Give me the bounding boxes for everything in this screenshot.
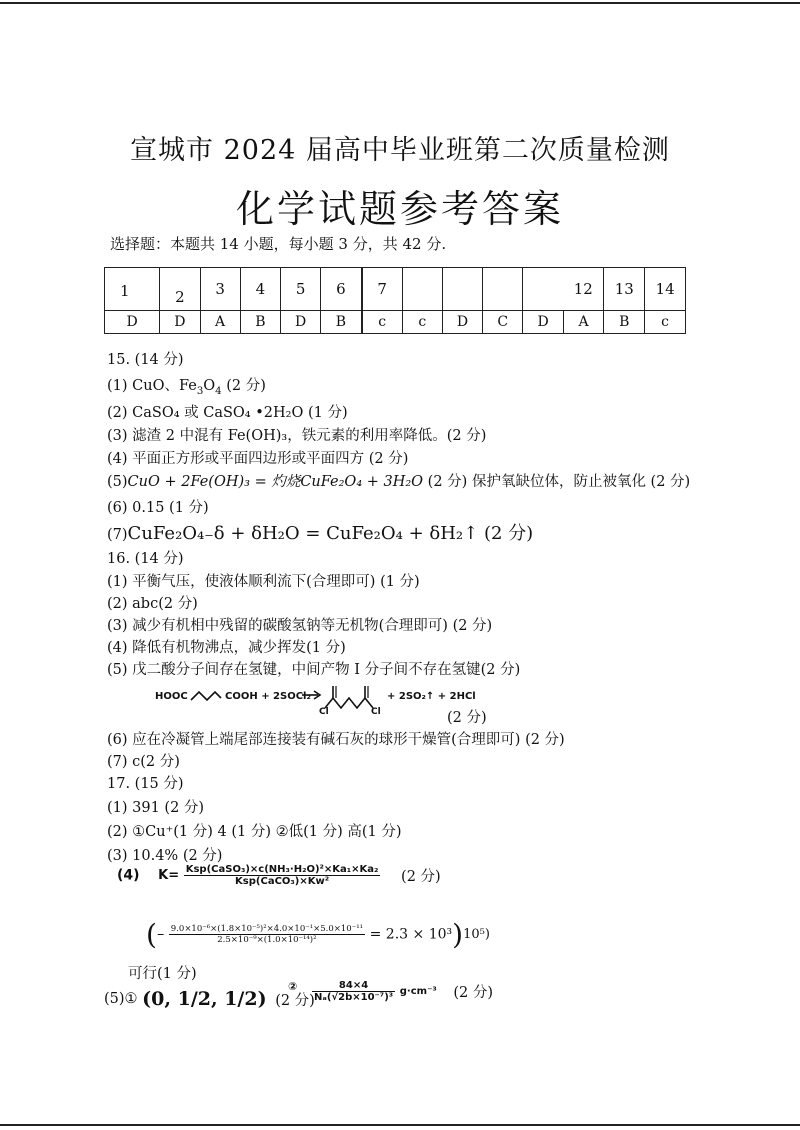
q15-answer-6: (6) 0.15 (1 分) [107,500,209,516]
q17-k-denominator: Ksp(CaCO₃)×Kw² [235,876,330,887]
reaction-reactant-left: HOOC [155,691,188,702]
q17-answer-1: (1) 391 (2 分) [107,800,205,816]
question-number: 5 [280,268,320,311]
calc-tail: 10⁵) [463,927,490,942]
q16-answer-4: (4) 降低有机物沸点，减少挥发(1 分) [107,640,346,656]
q17-header: 17. (15 分) [107,776,184,792]
q16-answer-2: (2) abc(2 分) [107,596,198,612]
answer-cell: D [442,311,482,334]
q17-answer-5-label: (5)① [104,991,138,1007]
glutaric-chain-icon [189,688,223,706]
q15-answer-1 [107,374,266,397]
q15-answer-1-sub: 3 [196,385,204,397]
q17-answer-4-label: (4) [117,867,140,884]
question-number: 6 [321,268,362,311]
q16-header: 16. (14 分) [107,551,184,567]
top-border [0,2,800,4]
q15-answer-5-label: (5) [107,474,128,490]
reaction-reactant-right: COOH + 2SOCl₂ [225,691,311,702]
q17-answer-5-score: (2 分) [275,992,315,1009]
answer-cell: D [280,311,320,334]
answer-cell: A [563,311,604,334]
calc-fraction [169,924,365,945]
q16-reaction-scheme [155,682,635,722]
question-number: 3 [200,268,240,311]
q17-k-symbol: K= [158,868,180,883]
calc-result: = 2.3 × 10³ [369,926,453,943]
reaction-chlorine-2: Cl [371,707,381,717]
q15-answer-1-sub2: 4 [215,385,222,397]
q17-density-fraction [312,980,395,1003]
q15-answer-5 [107,470,690,491]
q15-answer-1-text: (1) CuO、Fe [107,378,197,394]
choice-intro: 选择题：本题共 14 小题，每小题 3 分，共 42 分. [110,235,447,253]
q17-answer-4 [117,864,441,887]
question-number: 1 [105,268,160,311]
q17-calculation [146,918,490,951]
question-number: 2 [160,268,200,311]
calc-close-bracket: ) [452,918,464,951]
q15-answer-5-rest: (2 分) 保护氧缺位体，防止被氧化 (2 分) [423,474,691,490]
q17-feasible: 可行(1 分) [128,966,197,982]
page-title: 宣城市 2024 届高中毕业班第二次质量检测 [130,135,670,166]
answer-cell: c [645,311,686,334]
q17-answer-5 [104,988,315,1010]
q17-answer-5b-score: (2 分) [453,985,493,1001]
answer-table [104,267,686,334]
q15-answer-7-equation: CuFe₂O₄₋δ + δH₂O = CuFe₂O₄ + δH₂↑ [127,523,479,544]
q17-answer-3: (3) 10.4% (2 分) [107,848,223,864]
q17-answer-4-score: (2 分) [401,869,441,885]
q15-answer-2: (2) CaSO₄ 或 CaSO₄ •2H₂O (1 分) [107,405,348,421]
q15-answer-3: (3) 滤渣 2 中混有 Fe(OH)₃，铁元素的利用率降低。(2 分) [107,428,487,444]
q15-answer-5-equation: CuO + 2Fe(OH)₃ = 灼烧CuFe₂O₄ + 3H₂O [127,474,424,490]
q17-density [288,980,493,1003]
q16-reaction-score: (2 分) [447,710,487,726]
q17-answer-2: (2) ①Cu⁺(1 分) 4 (1 分) ②低(1 分) 高(1 分) [107,824,402,840]
question-number [402,268,442,311]
calc-minus: – [156,926,165,943]
bottom-border [0,1124,800,1126]
calc-denominator: 2.5×10⁻⁹×(1.0×10⁻¹⁴)² [217,935,317,945]
answer-cell: C [483,311,523,334]
q15-header: 15. (14 分) [107,352,184,368]
q15-answer-7 [107,519,533,545]
reaction-products: + 2SO₂↑ + 2HCl [387,691,476,702]
answer-cell: B [604,311,645,334]
reaction-chlorine-1: Cl [319,707,329,717]
question-number [483,268,523,311]
answer-cell: c [402,311,442,334]
q16-answer-7: (7) c(2 分) [107,754,180,770]
page-subtitle: 化学试题参考答案 [235,187,564,231]
q17-density-denominator: Nₐ(√2b×10⁻⁷)³ [313,992,394,1003]
q17-k-expression [184,864,381,887]
question-number [523,268,563,311]
question-number: 7 [362,268,403,311]
q15-answer-4: (4) 平面正方形或平面四边形或平面四方 (2 分) [107,451,409,467]
answer-number-row [105,268,686,311]
answer-cell: A [200,311,240,334]
q15-answer-1-score: (2 分) [221,378,266,394]
q17-density-unit: g·cm⁻³ [399,986,437,997]
answer-cell: D [160,311,200,334]
q17-answer-5b-label: ② [288,980,298,993]
question-number: 14 [645,268,686,311]
q17-density-numerator: 84×4 [312,980,395,992]
calc-numerator: 9.0×10⁻⁶×(1.8×10⁻⁵)²×4.0×10⁻¹×5.0×10⁻¹¹ [170,924,364,934]
answer-cell: D [105,311,160,334]
q15-answer-7-score: (2 分) [478,523,534,544]
question-number [442,268,482,311]
q16-answer-3: (3) 减少有机相中残留的碳酸氢钠等无机物(合理即可) (2 分) [107,618,493,634]
answer-cell: c [362,311,403,334]
question-number: 13 [604,268,645,311]
q15-answer-1-text-b: O [203,378,216,394]
answer-cell: B [321,311,362,334]
answer-cell: B [240,311,280,334]
q16-answer-5: (5) 戊二酸分子间存在氢键，中间产物 I 分子间不存在氢键(2 分) [107,662,521,678]
q17-k-numerator: Ksp(CaSO₃)×c(NH₃·H₂O)²×Ka₁×Ka₂ [185,864,379,875]
answer-value-row [105,311,686,334]
q16-answer-1: (1) 平衡气压，使液体顺利流下(合理即可) (1 分) [107,574,420,590]
question-number: 12 [563,268,604,311]
q15-answer-7-label: (7) [107,527,128,543]
question-number: 4 [240,268,280,311]
q17-coordinate: (0, 1/2, 1/2) [142,988,267,1010]
q16-answer-6: (6) 应在冷凝管上端尾部连接装有碱石灰的球形干燥管(合理即可) (2 分) [107,732,565,748]
calc-open-bracket: ( [146,918,157,951]
answer-cell: D [523,311,563,334]
